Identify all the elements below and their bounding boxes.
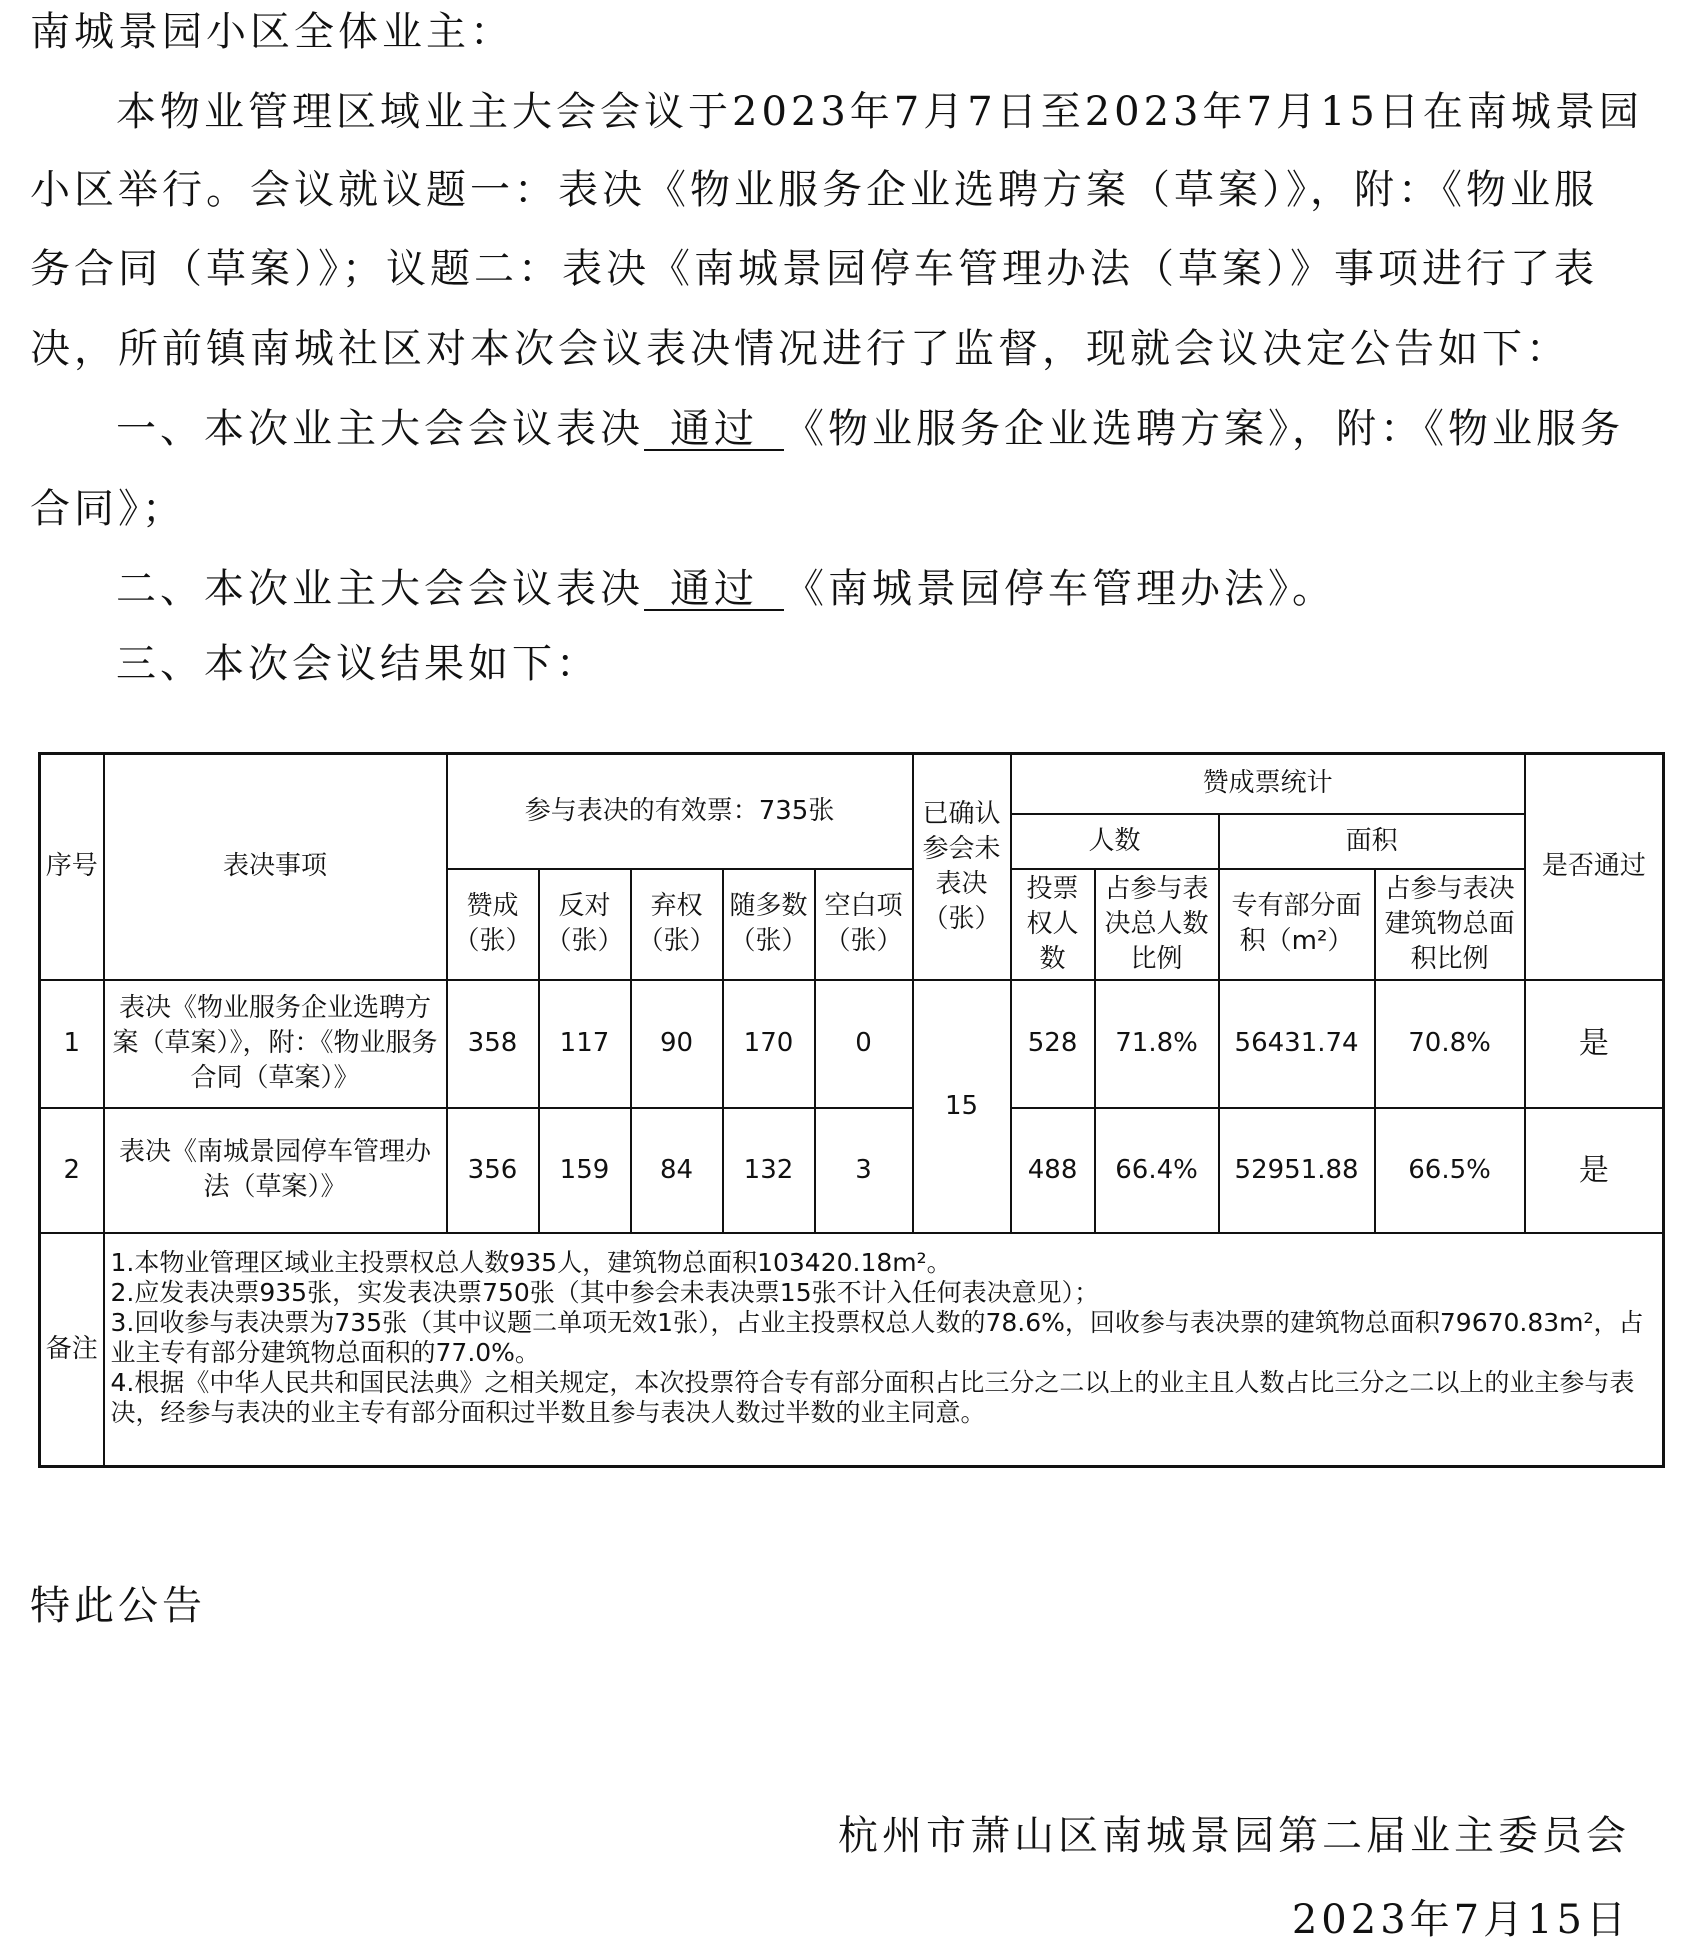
- table-row: [40, 1108, 1664, 1233]
- row-exclusive-area: 56431.74: [1219, 980, 1375, 1108]
- vote-result-table: [38, 752, 1665, 1468]
- row-item: 表决《南城景园停车管理办法（草案）》: [104, 1108, 447, 1233]
- header-favor: 赞成（张）: [447, 869, 539, 980]
- row-exclusive-area: 52951.88: [1219, 1108, 1375, 1233]
- header-valid-votes: 参与表决的有效票：735张: [447, 754, 913, 869]
- resolution-1-suffix: 《物业服务企业选聘方案》，附：《物业服务: [784, 406, 1624, 452]
- intro-line-4: 决，所前镇南城社区对本次会议表决情况进行了监督，现就会议决定公告如下：: [30, 326, 1570, 372]
- header-approve-stats: 赞成票统计: [1011, 754, 1525, 814]
- row-abstain: 84: [631, 1108, 723, 1233]
- signature-org: 杭州市萧山区南城景园第二届业主委员会: [838, 1813, 1630, 1859]
- note-4: 4.根据《中华人民共和国民法典》之相关规定，本次投票符合专有部分面积占比三分之二以上的业主且人数占比三分之二以上的业主参与表决，经参与表决的业主专有部分面积过半数且参与表决人数过半数的业主同意。: [110, 1367, 1635, 1427]
- intro-line-1: 本物业管理区域业主大会会议于2023年7月7日至2023年7月15日在南城景园: [116, 89, 1643, 135]
- resolution-1-cont: 合同》；: [30, 486, 186, 532]
- signature-date: 2023年7月15日: [1291, 1897, 1630, 1943]
- header-item: 表决事项: [104, 754, 447, 980]
- row-abstain: 90: [631, 980, 723, 1108]
- row-seq: 2: [40, 1108, 104, 1233]
- header-voters: 投票权人数: [1011, 869, 1095, 980]
- row-voter-ratio: 71.8%: [1095, 980, 1219, 1108]
- confirmed-not-voted-value: 15: [913, 980, 1011, 1233]
- resolution-2-prefix: 二、本次业主大会会议表决: [116, 566, 644, 612]
- note-2: 2.应发表决票935张，实发表决票750张（其中参会未表决票15张不计入任何表决意见）；: [110, 1277, 1100, 1307]
- row-against: 159: [539, 1108, 631, 1233]
- table-row: [40, 980, 1664, 1108]
- note-1: 1.本物业管理区域业主投票权总人数935人，建筑物总面积103420.18m²。: [110, 1247, 952, 1277]
- note-3: 3.回收参与表决票为735张（其中议题二单项无效1张），占业主投票权总人数的78.6%，回收参与表决票的建筑物总面积79670.83m²，占业主专有部分建筑物总面积的77.0%。: [110, 1307, 1644, 1367]
- header-area-ratio: 占参与表决建筑物总面积比例: [1375, 869, 1525, 980]
- row-follow-majority: 132: [723, 1108, 815, 1233]
- resolution-3: 三、本次会议结果如下：: [116, 641, 600, 687]
- intro-line-3: 务合同（草案）》；议题二：表决《南城景园停车管理办法（草案）》事项进行了表: [30, 246, 1598, 292]
- salutation: 南城景园小区全体业主：: [30, 9, 514, 55]
- header-abstain: 弃权（张）: [631, 869, 723, 980]
- row-seq: 1: [40, 980, 104, 1108]
- row-pass: 是: [1525, 980, 1664, 1108]
- resolution-1-prefix: 一、本次业主大会会议表决: [116, 406, 644, 452]
- row-follow-majority: 170: [723, 980, 815, 1108]
- row-blank: 0: [815, 980, 913, 1108]
- header-blank: 空白项（张）: [815, 869, 913, 980]
- row-voters: 528: [1011, 980, 1095, 1108]
- intro-line-2: 小区举行。会议就议题一：表决《物业服务企业选聘方案（草案）》，附：《物业服: [30, 167, 1598, 213]
- resolution-2-result: 通过: [644, 569, 784, 611]
- resolution-2: [30, 565, 1690, 613]
- closing: 特此公告: [30, 1583, 206, 1629]
- header-confirmed-not-voted: 已确认参会未表决（张）: [913, 754, 1011, 980]
- row-area-ratio: 70.8%: [1375, 980, 1525, 1108]
- notes-content: [104, 1233, 1664, 1467]
- header-exclusive-area: 专有部分面积（m²）: [1219, 869, 1375, 980]
- row-voters: 488: [1011, 1108, 1095, 1233]
- header-pass: 是否通过: [1525, 754, 1664, 980]
- resolution-1: [30, 405, 1690, 453]
- row-area-ratio: 66.5%: [1375, 1108, 1525, 1233]
- notes-label: 备注: [40, 1233, 104, 1467]
- header-follow-majority: 随多数（张）: [723, 869, 815, 980]
- header-against: 反对（张）: [539, 869, 631, 980]
- row-item: 表决《物业服务企业选聘方案（草案）》，附：《物业服务合同（草案）》: [104, 980, 447, 1108]
- row-blank: 3: [815, 1108, 913, 1233]
- resolution-1-result: 通过: [644, 409, 784, 451]
- row-against: 117: [539, 980, 631, 1108]
- row-voter-ratio: 66.4%: [1095, 1108, 1219, 1233]
- header-seq: 序号: [40, 754, 104, 980]
- header-voter-ratio: 占参与表决总人数比例: [1095, 869, 1219, 980]
- resolution-2-suffix: 《南城景园停车管理办法》。: [784, 566, 1336, 612]
- notes-row: [40, 1233, 1664, 1467]
- row-favor: 358: [447, 980, 539, 1108]
- row-favor: 356: [447, 1108, 539, 1233]
- header-area: 面积: [1219, 814, 1525, 869]
- header-people: 人数: [1011, 814, 1219, 869]
- row-pass: 是: [1525, 1108, 1664, 1233]
